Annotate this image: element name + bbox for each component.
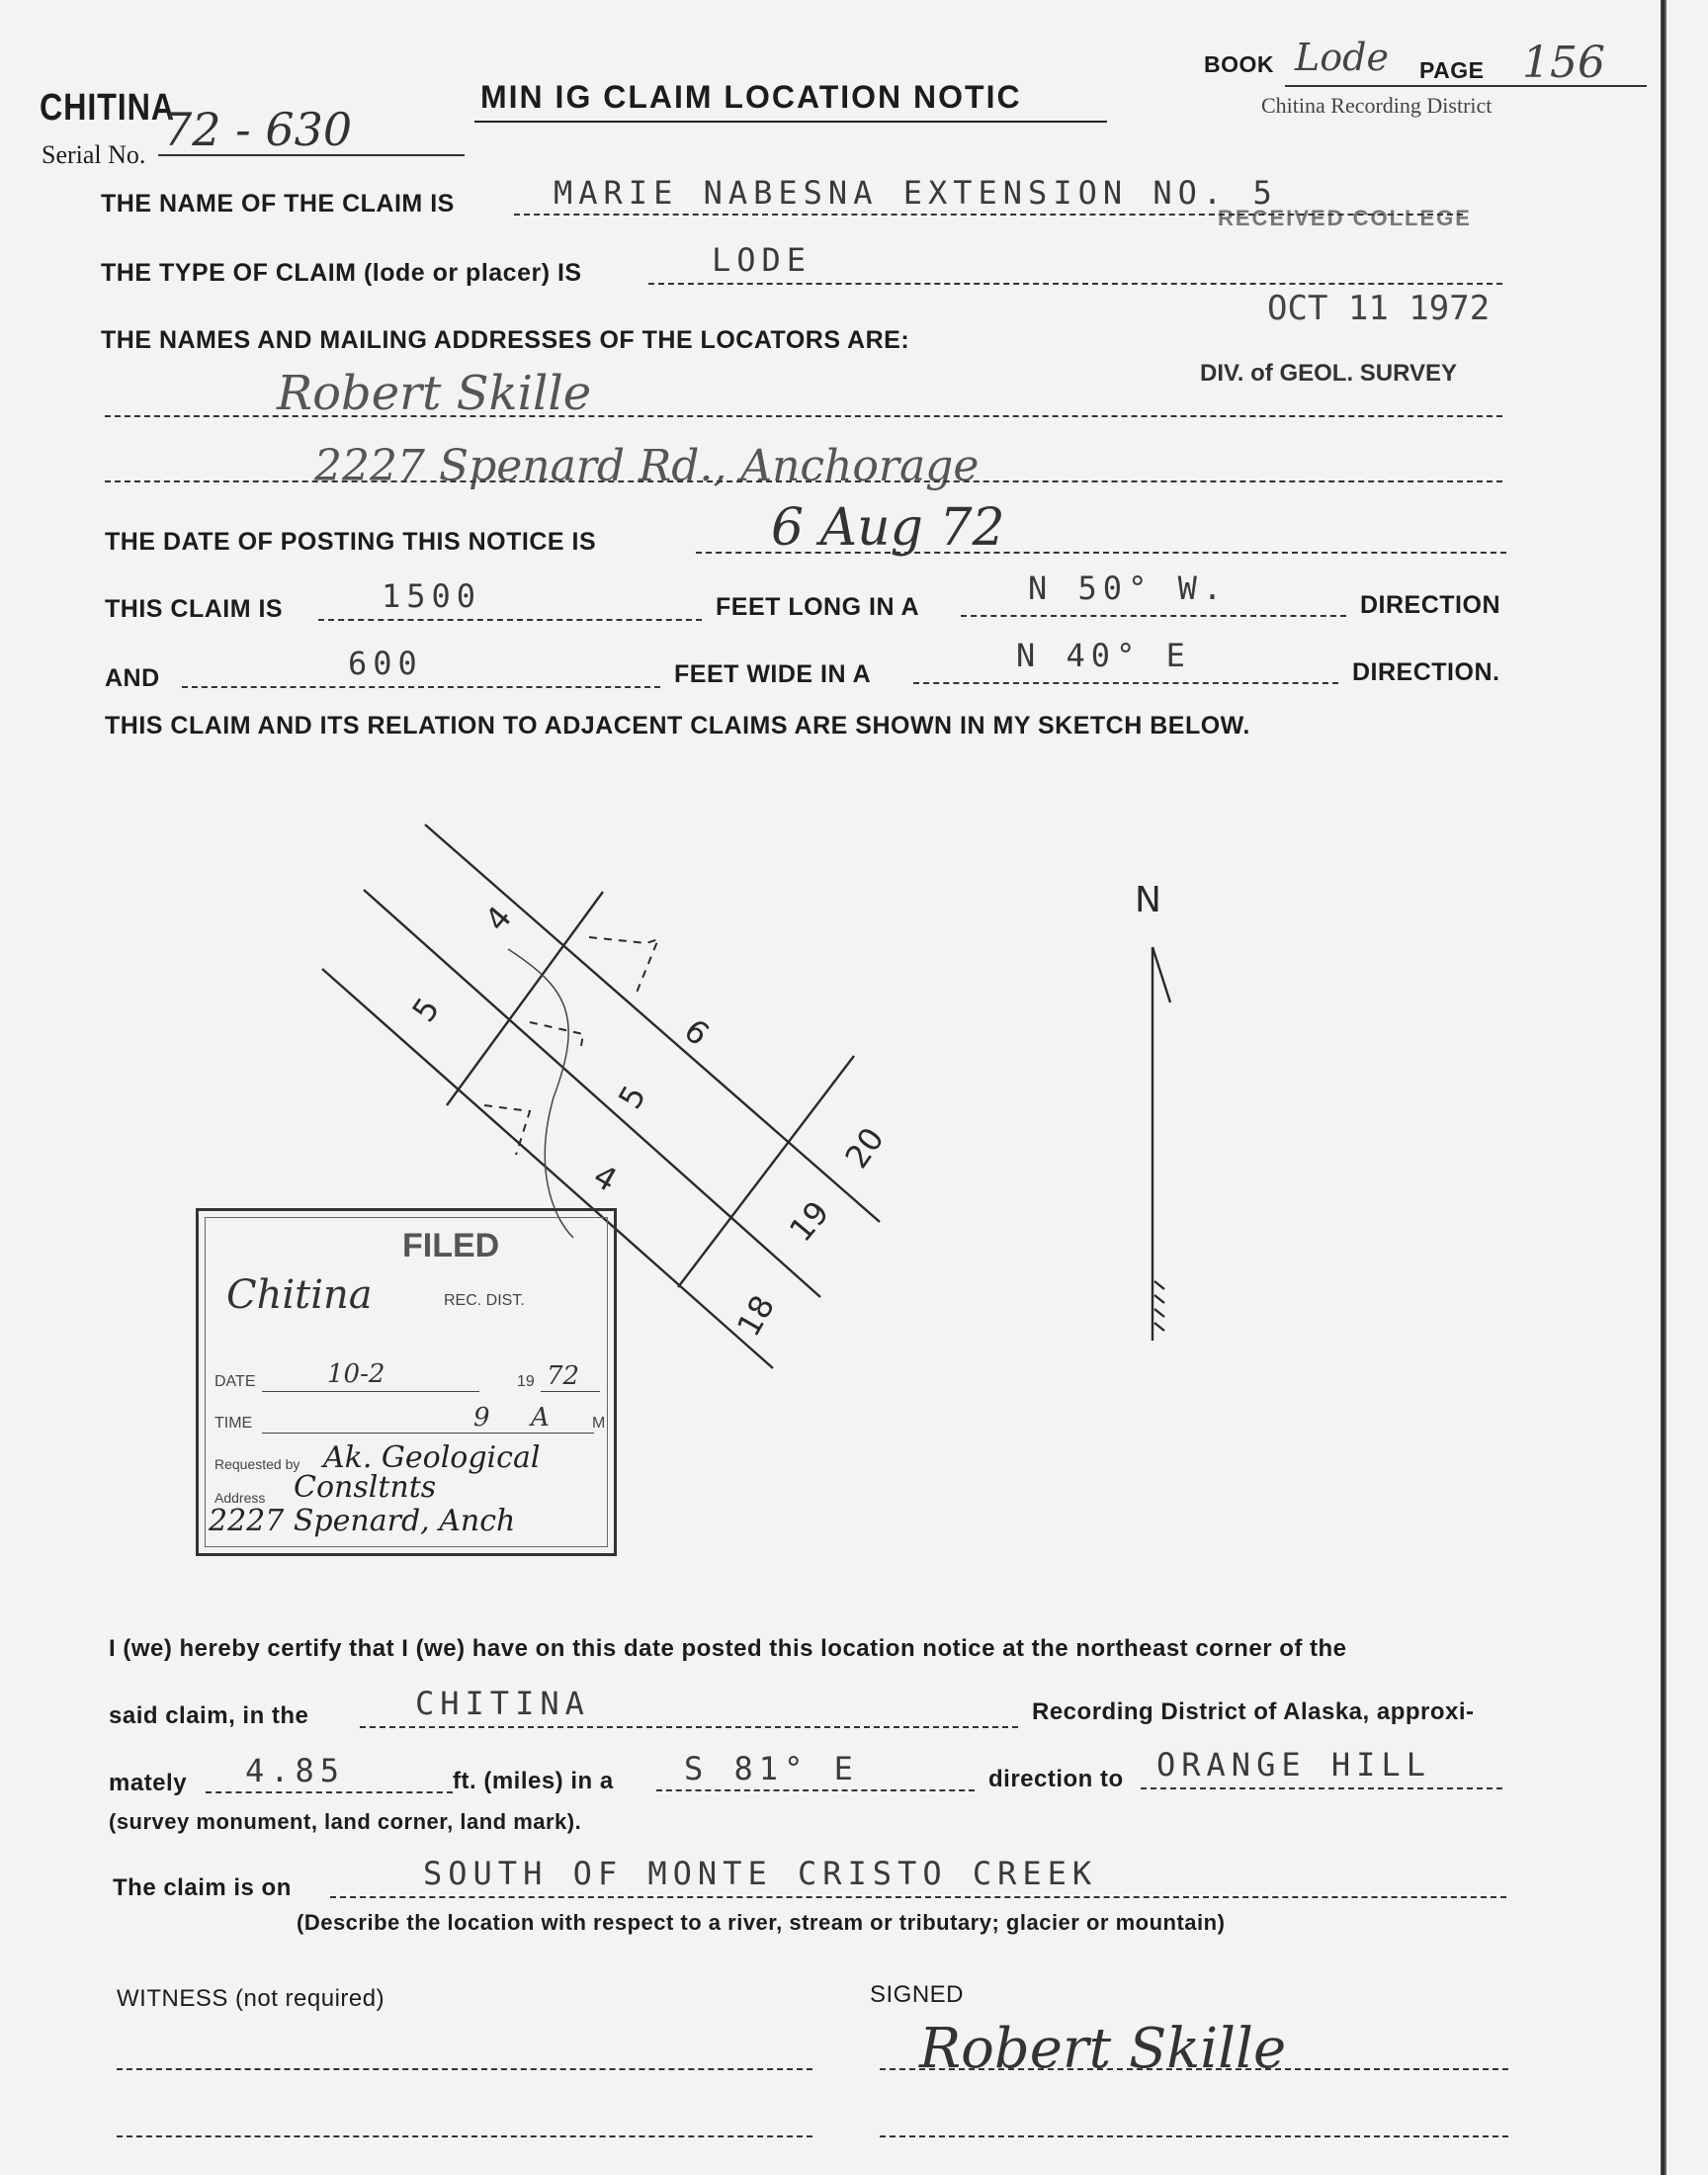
distance-line bbox=[206, 1791, 453, 1793]
stamp-time-label: TIME bbox=[214, 1415, 253, 1432]
certification-line-1: I (we) hereby certify that I (we) have on this date posted this location notice at the northeast corner of the bbox=[109, 1635, 1347, 1662]
locator-address: 2227 Spenard Rd., Anchorage bbox=[314, 441, 980, 491]
stamp-address-value-1: Consltnts bbox=[294, 1470, 437, 1505]
document-title: MIN IG CLAIM LOCATION NOTIC bbox=[480, 79, 1022, 115]
received-stamp-date: OCT 11 1972 bbox=[1267, 289, 1491, 328]
cert-direction-value: S 81° E bbox=[684, 1750, 859, 1787]
stamp-address-value-2: 2227 Spenard, Anch bbox=[209, 1504, 516, 1538]
stamp-ampm-suffix: M bbox=[592, 1415, 606, 1432]
witness-line-1 bbox=[117, 2068, 812, 2070]
serial-value: 72 - 630 bbox=[163, 103, 353, 156]
direction-to-label: direction to bbox=[988, 1766, 1124, 1792]
stamp-time-line bbox=[262, 1433, 594, 1434]
length-direction-value: N 50° W. bbox=[1028, 569, 1229, 607]
signature-line-1 bbox=[880, 2068, 1508, 2070]
sketch-label: THIS CLAIM AND ITS RELATION TO ADJACENT CLAIMS ARE SHOWN IN MY SKETCH BELOW. bbox=[105, 712, 1250, 740]
district-stamp: CHITINA bbox=[40, 87, 175, 129]
sketch-claim-label: 5 bbox=[611, 1079, 654, 1115]
units-label: ft. (miles) in a bbox=[453, 1768, 614, 1794]
stamp-date-line bbox=[262, 1391, 479, 1392]
signature: Robert Skille bbox=[919, 2017, 1287, 2081]
sketch-claim-label: 6 bbox=[676, 1011, 717, 1054]
location-note: (Describe the location with respect to a river, stream or tributary; glacier or mountain) bbox=[297, 1910, 1226, 1935]
claim-type-value: LODE bbox=[712, 241, 812, 279]
location-line bbox=[330, 1896, 1506, 1898]
recording-district: Chitina bbox=[226, 1272, 373, 1318]
said-claim-label: said claim, in the bbox=[109, 1702, 309, 1729]
claim-is-label: THIS CLAIM IS bbox=[105, 595, 284, 623]
witness-line-2 bbox=[117, 2135, 812, 2137]
recording-district-label: Recording District of Alaska, approxi- bbox=[1032, 1698, 1475, 1725]
stamp-requested-value: Ak. Geological bbox=[323, 1440, 541, 1475]
sketch-claim-label: 5 bbox=[404, 991, 448, 1029]
signed-label: SIGNED bbox=[870, 1981, 965, 2008]
witness-label: WITNESS (not required) bbox=[117, 1985, 385, 2012]
received-stamp-line: RECEIVED COLLEGE bbox=[1218, 206, 1472, 230]
sketch-claim-label: 4 bbox=[477, 899, 520, 939]
sketch-claim-label: 19 bbox=[782, 1193, 837, 1250]
sketch-claim-label: 20 bbox=[837, 1120, 892, 1175]
claim-on-label: The claim is on bbox=[113, 1874, 292, 1901]
length-value: 1500 bbox=[382, 577, 482, 615]
cert-direction-line bbox=[656, 1789, 975, 1791]
stamp-address-label: Address bbox=[214, 1490, 266, 1506]
landmark-line bbox=[1141, 1787, 1502, 1789]
district-line bbox=[360, 1726, 1018, 1728]
posting-label: THE DATE OF POSTING THIS NOTICE IS bbox=[105, 528, 597, 556]
distance-value: 4.85 bbox=[245, 1752, 346, 1789]
district-note: Chitina Recording District bbox=[1261, 93, 1493, 118]
stamp-year-value: 72 bbox=[547, 1361, 580, 1391]
claim-name-value: MARIE NABESNA EXTENSION NO. 5 bbox=[554, 174, 1278, 212]
locators-label: THE NAMES AND MAILING ADDRESSES OF THE LOCATORS ARE: bbox=[101, 326, 910, 354]
stamp-requested-label: Requested by bbox=[214, 1456, 300, 1472]
feet-long-label: FEET LONG IN A bbox=[716, 593, 920, 621]
claim-name-label: THE NAME OF THE CLAIM IS bbox=[101, 190, 455, 218]
mately-label: mately bbox=[109, 1770, 188, 1796]
posting-value: 6 Aug 72 bbox=[771, 498, 1005, 558]
direction-label: DIRECTION bbox=[1360, 591, 1500, 619]
certification-district-value: CHITINA bbox=[415, 1685, 590, 1722]
stamp-ampm-value: A bbox=[531, 1403, 550, 1433]
width-value: 600 bbox=[348, 645, 423, 682]
stamp-time-value: 9 bbox=[473, 1403, 490, 1433]
page-label: PAGE bbox=[1419, 57, 1485, 83]
claim-type-label: THE TYPE OF CLAIM (lode or placer) IS bbox=[101, 259, 582, 287]
landmark-note: (survey monument, land corner, land mark). bbox=[109, 1809, 582, 1834]
sketch-claim-label: 18 bbox=[729, 1288, 783, 1343]
landmark-value: ORANGE HILL bbox=[1156, 1746, 1431, 1784]
width-direction-value: N 40° E bbox=[1016, 637, 1191, 674]
stamp-date-label: DATE bbox=[214, 1373, 256, 1390]
and-label: AND bbox=[105, 664, 160, 692]
direction-label-2: DIRECTION. bbox=[1352, 658, 1500, 686]
stamp-year-prefix: 19 bbox=[517, 1373, 535, 1390]
book-value: Lode bbox=[1295, 36, 1389, 79]
location-value: SOUTH OF MONTE CRISTO CREEK bbox=[423, 1855, 1098, 1892]
feet-wide-label: FEET WIDE IN A bbox=[674, 660, 872, 688]
sketch-claim-label: 4 bbox=[587, 1157, 624, 1200]
signature-line-2 bbox=[880, 2135, 1508, 2137]
book-label: BOOK bbox=[1204, 51, 1274, 77]
stamp-date-value: 10-2 bbox=[327, 1359, 385, 1389]
serial-label: Serial No. bbox=[42, 140, 146, 169]
rec-dist-label: REC. DIST. bbox=[444, 1292, 525, 1309]
recording-stamp bbox=[196, 1208, 617, 1556]
north-label: N bbox=[1135, 880, 1161, 920]
recording-stamp-header: FILED bbox=[402, 1227, 500, 1264]
stamp-year-line bbox=[541, 1391, 600, 1392]
page-value: 156 bbox=[1522, 38, 1605, 88]
locator-name: Robert Skille bbox=[277, 366, 592, 421]
received-stamp-division: DIV. of GEOL. SURVEY bbox=[1200, 360, 1458, 387]
